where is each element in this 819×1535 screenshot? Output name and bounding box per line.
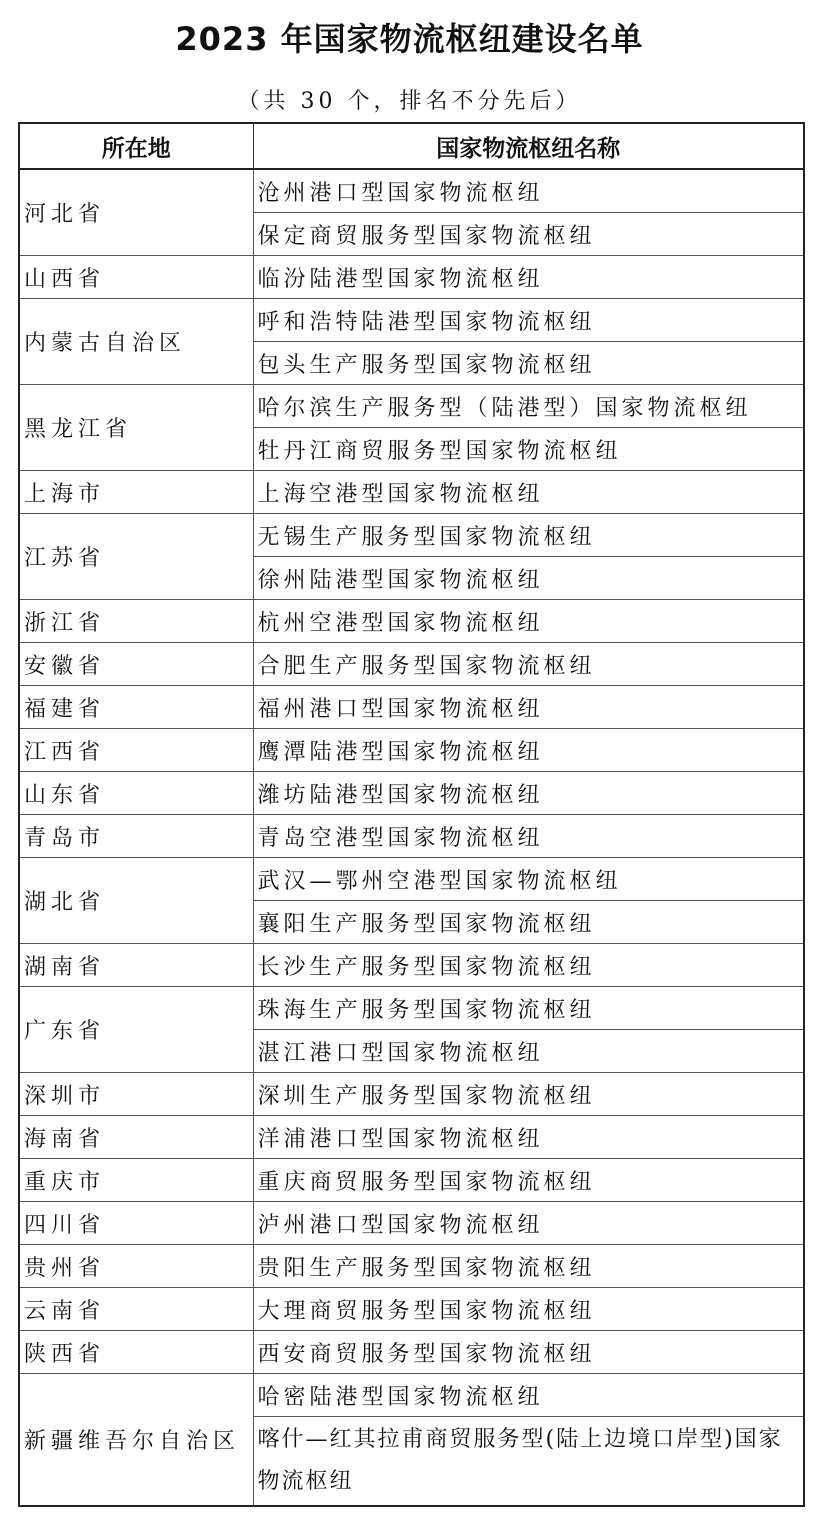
hub-name-cell: 包头生产服务型国家物流枢纽 [253, 342, 804, 385]
table-row [19, 600, 804, 643]
table-row [19, 772, 804, 815]
hub-name-cell: 大理商贸服务型国家物流枢纽 [253, 1288, 804, 1331]
hub-list-table [18, 122, 805, 1507]
location-cell: 贵州省 [19, 1245, 253, 1288]
hub-name-cell: 贵阳生产服务型国家物流枢纽 [253, 1245, 804, 1288]
hub-name-cell: 珠海生产服务型国家物流枢纽 [253, 987, 804, 1030]
hub-name-cell: 呼和浩特陆港型国家物流枢纽 [253, 299, 804, 342]
hub-name-cell: 喀什—红其拉甫商贸服务型(陆上边境口岸型)国家物流枢纽 [253, 1417, 804, 1507]
location-cell: 青岛市 [19, 815, 253, 858]
hub-name-cell: 上海空港型国家物流枢纽 [253, 471, 804, 514]
table-row [19, 169, 804, 213]
table-row [19, 299, 804, 342]
location-cell: 新疆维吾尔自治区 [19, 1374, 253, 1507]
hub-name-cell: 福州港口型国家物流枢纽 [253, 686, 804, 729]
hub-name-cell: 牡丹江商贸服务型国家物流枢纽 [253, 428, 804, 471]
hub-name-cell: 洋浦港口型国家物流枢纽 [253, 1116, 804, 1159]
hub-name-cell: 西安商贸服务型国家物流枢纽 [253, 1331, 804, 1374]
table-row [19, 987, 804, 1030]
document-title: 2023 年国家物流枢纽建设名单 [175, 20, 644, 58]
table-header-row [19, 123, 804, 169]
table-row [19, 686, 804, 729]
table-row [19, 1331, 804, 1374]
location-cell: 安徽省 [19, 643, 253, 686]
location-cell: 山西省 [19, 256, 253, 299]
hub-name-cell: 哈尔滨生产服务型（陆港型）国家物流枢纽 [253, 385, 804, 428]
table-row [19, 471, 804, 514]
hub-name-cell: 潍坊陆港型国家物流枢纽 [253, 772, 804, 815]
hub-name-cell: 襄阳生产服务型国家物流枢纽 [253, 901, 804, 944]
location-cell: 湖北省 [19, 858, 253, 944]
table-row [19, 514, 804, 557]
location-cell: 江苏省 [19, 514, 253, 600]
table-row [19, 256, 804, 299]
location-cell: 云南省 [19, 1288, 253, 1331]
table-row [19, 1374, 804, 1417]
hub-name-cell: 无锡生产服务型国家物流枢纽 [253, 514, 804, 557]
table-row [19, 815, 804, 858]
document-subtitle: （共 30 个，排名不分先后） [237, 89, 582, 114]
location-column-header: 所在地 [19, 123, 253, 169]
hub-name-cell: 青岛空港型国家物流枢纽 [253, 815, 804, 858]
hub-name-cell: 杭州空港型国家物流枢纽 [253, 600, 804, 643]
location-cell: 四川省 [19, 1202, 253, 1245]
table-row [19, 1116, 804, 1159]
hub-name-cell: 湛江港口型国家物流枢纽 [253, 1030, 804, 1073]
hub-name-cell: 鹰潭陆港型国家物流枢纽 [253, 729, 804, 772]
table-row [19, 729, 804, 772]
table-row [19, 1073, 804, 1116]
hub-name-cell: 保定商贸服务型国家物流枢纽 [253, 213, 804, 256]
location-cell: 湖南省 [19, 944, 253, 987]
hub-name-cell: 深圳生产服务型国家物流枢纽 [253, 1073, 804, 1116]
hub-name-cell: 徐州陆港型国家物流枢纽 [253, 557, 804, 600]
hub-name-cell: 沧州港口型国家物流枢纽 [253, 169, 804, 213]
hub-name-column-header: 国家物流枢纽名称 [253, 123, 804, 169]
location-cell: 陕西省 [19, 1331, 253, 1374]
location-cell: 黑龙江省 [19, 385, 253, 471]
hub-name-cell: 哈密陆港型国家物流枢纽 [253, 1374, 804, 1417]
location-cell: 内蒙古自治区 [19, 299, 253, 385]
hub-name-cell: 临汾陆港型国家物流枢纽 [253, 256, 804, 299]
table-row [19, 944, 804, 987]
location-cell: 广东省 [19, 987, 253, 1073]
table-row [19, 858, 804, 901]
hub-name-cell: 合肥生产服务型国家物流枢纽 [253, 643, 804, 686]
table-row [19, 1245, 804, 1288]
table-row [19, 1202, 804, 1245]
table-row [19, 1288, 804, 1331]
table-row [19, 385, 804, 428]
hub-name-cell: 武汉—鄂州空港型国家物流枢纽 [253, 858, 804, 901]
table-row [19, 643, 804, 686]
location-cell: 上海市 [19, 471, 253, 514]
location-cell: 深圳市 [19, 1073, 253, 1116]
location-cell: 浙江省 [19, 600, 253, 643]
location-cell: 江西省 [19, 729, 253, 772]
location-cell: 河北省 [19, 169, 253, 256]
location-cell: 海南省 [19, 1116, 253, 1159]
table-body [19, 169, 804, 1506]
hub-name-cell: 长沙生产服务型国家物流枢纽 [253, 944, 804, 987]
hub-name-cell: 重庆商贸服务型国家物流枢纽 [253, 1159, 804, 1202]
location-cell: 山东省 [19, 772, 253, 815]
location-cell: 福建省 [19, 686, 253, 729]
location-cell: 重庆市 [19, 1159, 253, 1202]
table-row [19, 1159, 804, 1202]
hub-name-cell: 泸州港口型国家物流枢纽 [253, 1202, 804, 1245]
